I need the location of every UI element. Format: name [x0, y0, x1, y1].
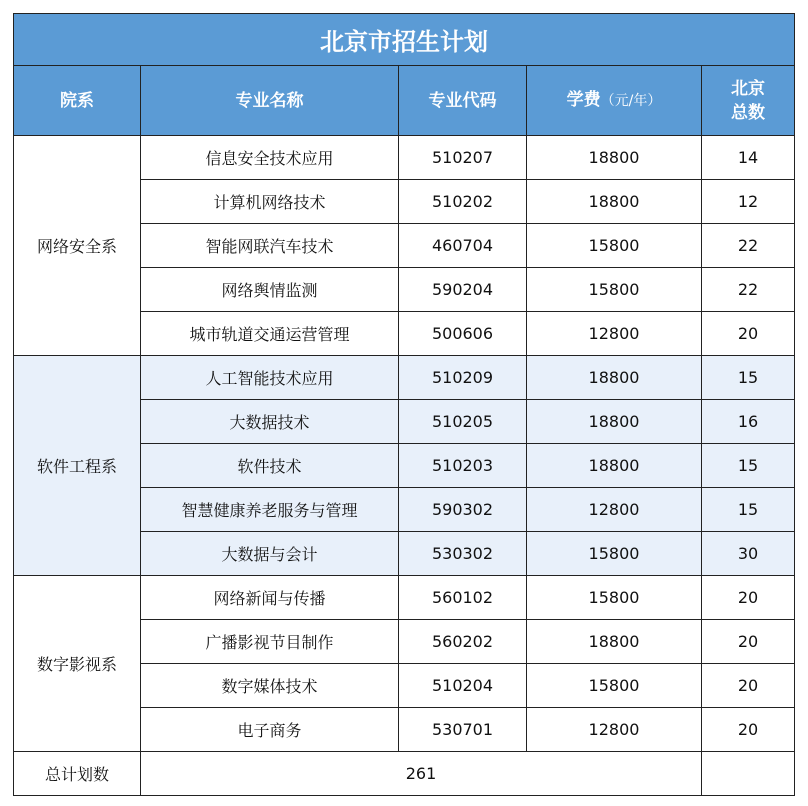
fee-cell: 15800: [527, 224, 702, 268]
header-code: 专业代码: [399, 66, 527, 136]
table-title: 北京市招生计划: [14, 14, 795, 66]
header-major: 专业名称: [141, 66, 399, 136]
code-cell: 460704: [399, 224, 527, 268]
header-fee: [527, 66, 702, 136]
fee-cell: 12800: [527, 488, 702, 532]
count-cell: 22: [702, 224, 795, 268]
code-cell: 560102: [399, 576, 527, 620]
code-cell: 510207: [399, 136, 527, 180]
code-cell: 500606: [399, 312, 527, 356]
major-cell: 城市轨道交通运营管理: [141, 312, 399, 356]
count-cell: 20: [702, 620, 795, 664]
table-body: [14, 136, 795, 796]
major-cell: 智慧健康养老服务与管理: [141, 488, 399, 532]
fee-cell: 18800: [527, 356, 702, 400]
fee-cell: 18800: [527, 444, 702, 488]
code-cell: 530701: [399, 708, 527, 752]
header-dept: 院系: [14, 66, 141, 136]
code-cell: 510204: [399, 664, 527, 708]
dept-cell: 数字影视系: [14, 576, 141, 752]
header-total: [702, 66, 795, 136]
fee-cell: 18800: [527, 400, 702, 444]
fee-cell: 15800: [527, 576, 702, 620]
fee-cell: 12800: [527, 708, 702, 752]
code-cell: 560202: [399, 620, 527, 664]
major-cell: 电子商务: [141, 708, 399, 752]
major-cell: 广播影视节目制作: [141, 620, 399, 664]
count-cell: 20: [702, 664, 795, 708]
major-cell: 智能网联汽车技术: [141, 224, 399, 268]
major-cell: 人工智能技术应用: [141, 356, 399, 400]
code-cell: 510202: [399, 180, 527, 224]
table-row: [14, 576, 795, 620]
count-cell: 15: [702, 356, 795, 400]
count-cell: 15: [702, 444, 795, 488]
code-cell: 530302: [399, 532, 527, 576]
major-cell: 数字媒体技术: [141, 664, 399, 708]
major-cell: 网络新闻与传播: [141, 576, 399, 620]
enrollment-plan-table-wrapper: [13, 13, 794, 796]
total-row: [14, 752, 795, 796]
major-cell: 网络舆情监测: [141, 268, 399, 312]
code-cell: 590302: [399, 488, 527, 532]
count-cell: 15: [702, 488, 795, 532]
header-fee-label: 学费: [566, 90, 601, 110]
count-cell: 16: [702, 400, 795, 444]
total-empty-cell: [702, 752, 795, 796]
fee-cell: 15800: [527, 664, 702, 708]
code-cell: 590204: [399, 268, 527, 312]
dept-cell: 网络安全系: [14, 136, 141, 356]
code-cell: 510203: [399, 444, 527, 488]
count-cell: 22: [702, 268, 795, 312]
fee-cell: 15800: [527, 532, 702, 576]
total-label: 总计划数: [14, 752, 141, 796]
code-cell: 510209: [399, 356, 527, 400]
major-cell: 信息安全技术应用: [141, 136, 399, 180]
fee-cell: 18800: [527, 620, 702, 664]
count-cell: 20: [702, 312, 795, 356]
count-cell: 20: [702, 708, 795, 752]
table-row: [14, 136, 795, 180]
code-cell: 510205: [399, 400, 527, 444]
fee-cell: 18800: [527, 180, 702, 224]
count-cell: 12: [702, 180, 795, 224]
fee-cell: 15800: [527, 268, 702, 312]
header-total-line1: 北京: [731, 78, 765, 99]
major-cell: 大数据与会计: [141, 532, 399, 576]
major-cell: 计算机网络技术: [141, 180, 399, 224]
major-cell: 大数据技术: [141, 400, 399, 444]
fee-cell: 12800: [527, 312, 702, 356]
count-cell: 14: [702, 136, 795, 180]
total-value: 261: [141, 752, 702, 796]
count-cell: 20: [702, 576, 795, 620]
fee-cell: 18800: [527, 136, 702, 180]
dept-cell: 软件工程系: [14, 356, 141, 576]
table-row: [14, 356, 795, 400]
count-cell: 30: [702, 532, 795, 576]
header-total-line2: 总数: [731, 102, 765, 123]
major-cell: 软件技术: [141, 444, 399, 488]
header-fee-unit: （元/年）: [600, 93, 662, 109]
enrollment-plan-table: [13, 13, 795, 796]
